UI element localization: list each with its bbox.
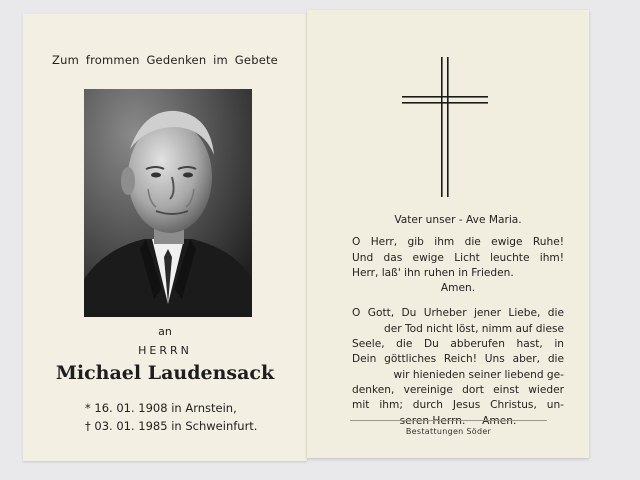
- death-date: † 03. 01. 1985 in Schweinfurt.: [85, 419, 258, 433]
- prayer-line: Herr, laß' ihn ruhen in Frieden.: [352, 266, 514, 279]
- portrait-photo: [84, 89, 252, 317]
- prayer-line: wir hienieden seiner liebend ge-: [393, 368, 564, 381]
- prayer-text: [352, 213, 564, 429]
- prayer-line: der Tod nicht löst, nimm auf diese: [384, 322, 564, 335]
- funeral-home-footer: Bestattungen Söder: [405, 427, 492, 436]
- deceased-name: Michael Laudensack: [55, 362, 275, 384]
- memorial-heading: Zum frommen Gedenken im Gebete: [52, 53, 278, 67]
- prayer-amen: Amen.: [440, 282, 476, 295]
- prayer-title: Vater unser - Ave Maria.: [394, 214, 522, 226]
- an-label: an: [158, 325, 172, 338]
- prayer-line: O Herr, gib ihm die ewige Ruhe!: [352, 236, 564, 249]
- birth-date: * 16. 01. 1908 in Arnstein,: [85, 401, 237, 415]
- prayer-line: O Gott, Du Urheber jener Liebe, die: [352, 307, 564, 320]
- cross-icon: [400, 55, 490, 204]
- footer-divider: [350, 420, 547, 421]
- prayer-line: Und das ewige Licht leuchte ihm!: [352, 251, 564, 264]
- herrn-label: HERRN: [138, 344, 192, 357]
- prayer-line: Seele, die Du abberufen hast, in: [352, 338, 564, 351]
- prayer-line: mit ihm; durch Jesus Christus, un-: [352, 399, 564, 412]
- page-fold: [306, 12, 308, 458]
- prayer-line: denken, vereinige dort einst wieder: [352, 383, 564, 396]
- prayer-line: Dein göttliches Reich! Uns aber, die: [352, 353, 564, 366]
